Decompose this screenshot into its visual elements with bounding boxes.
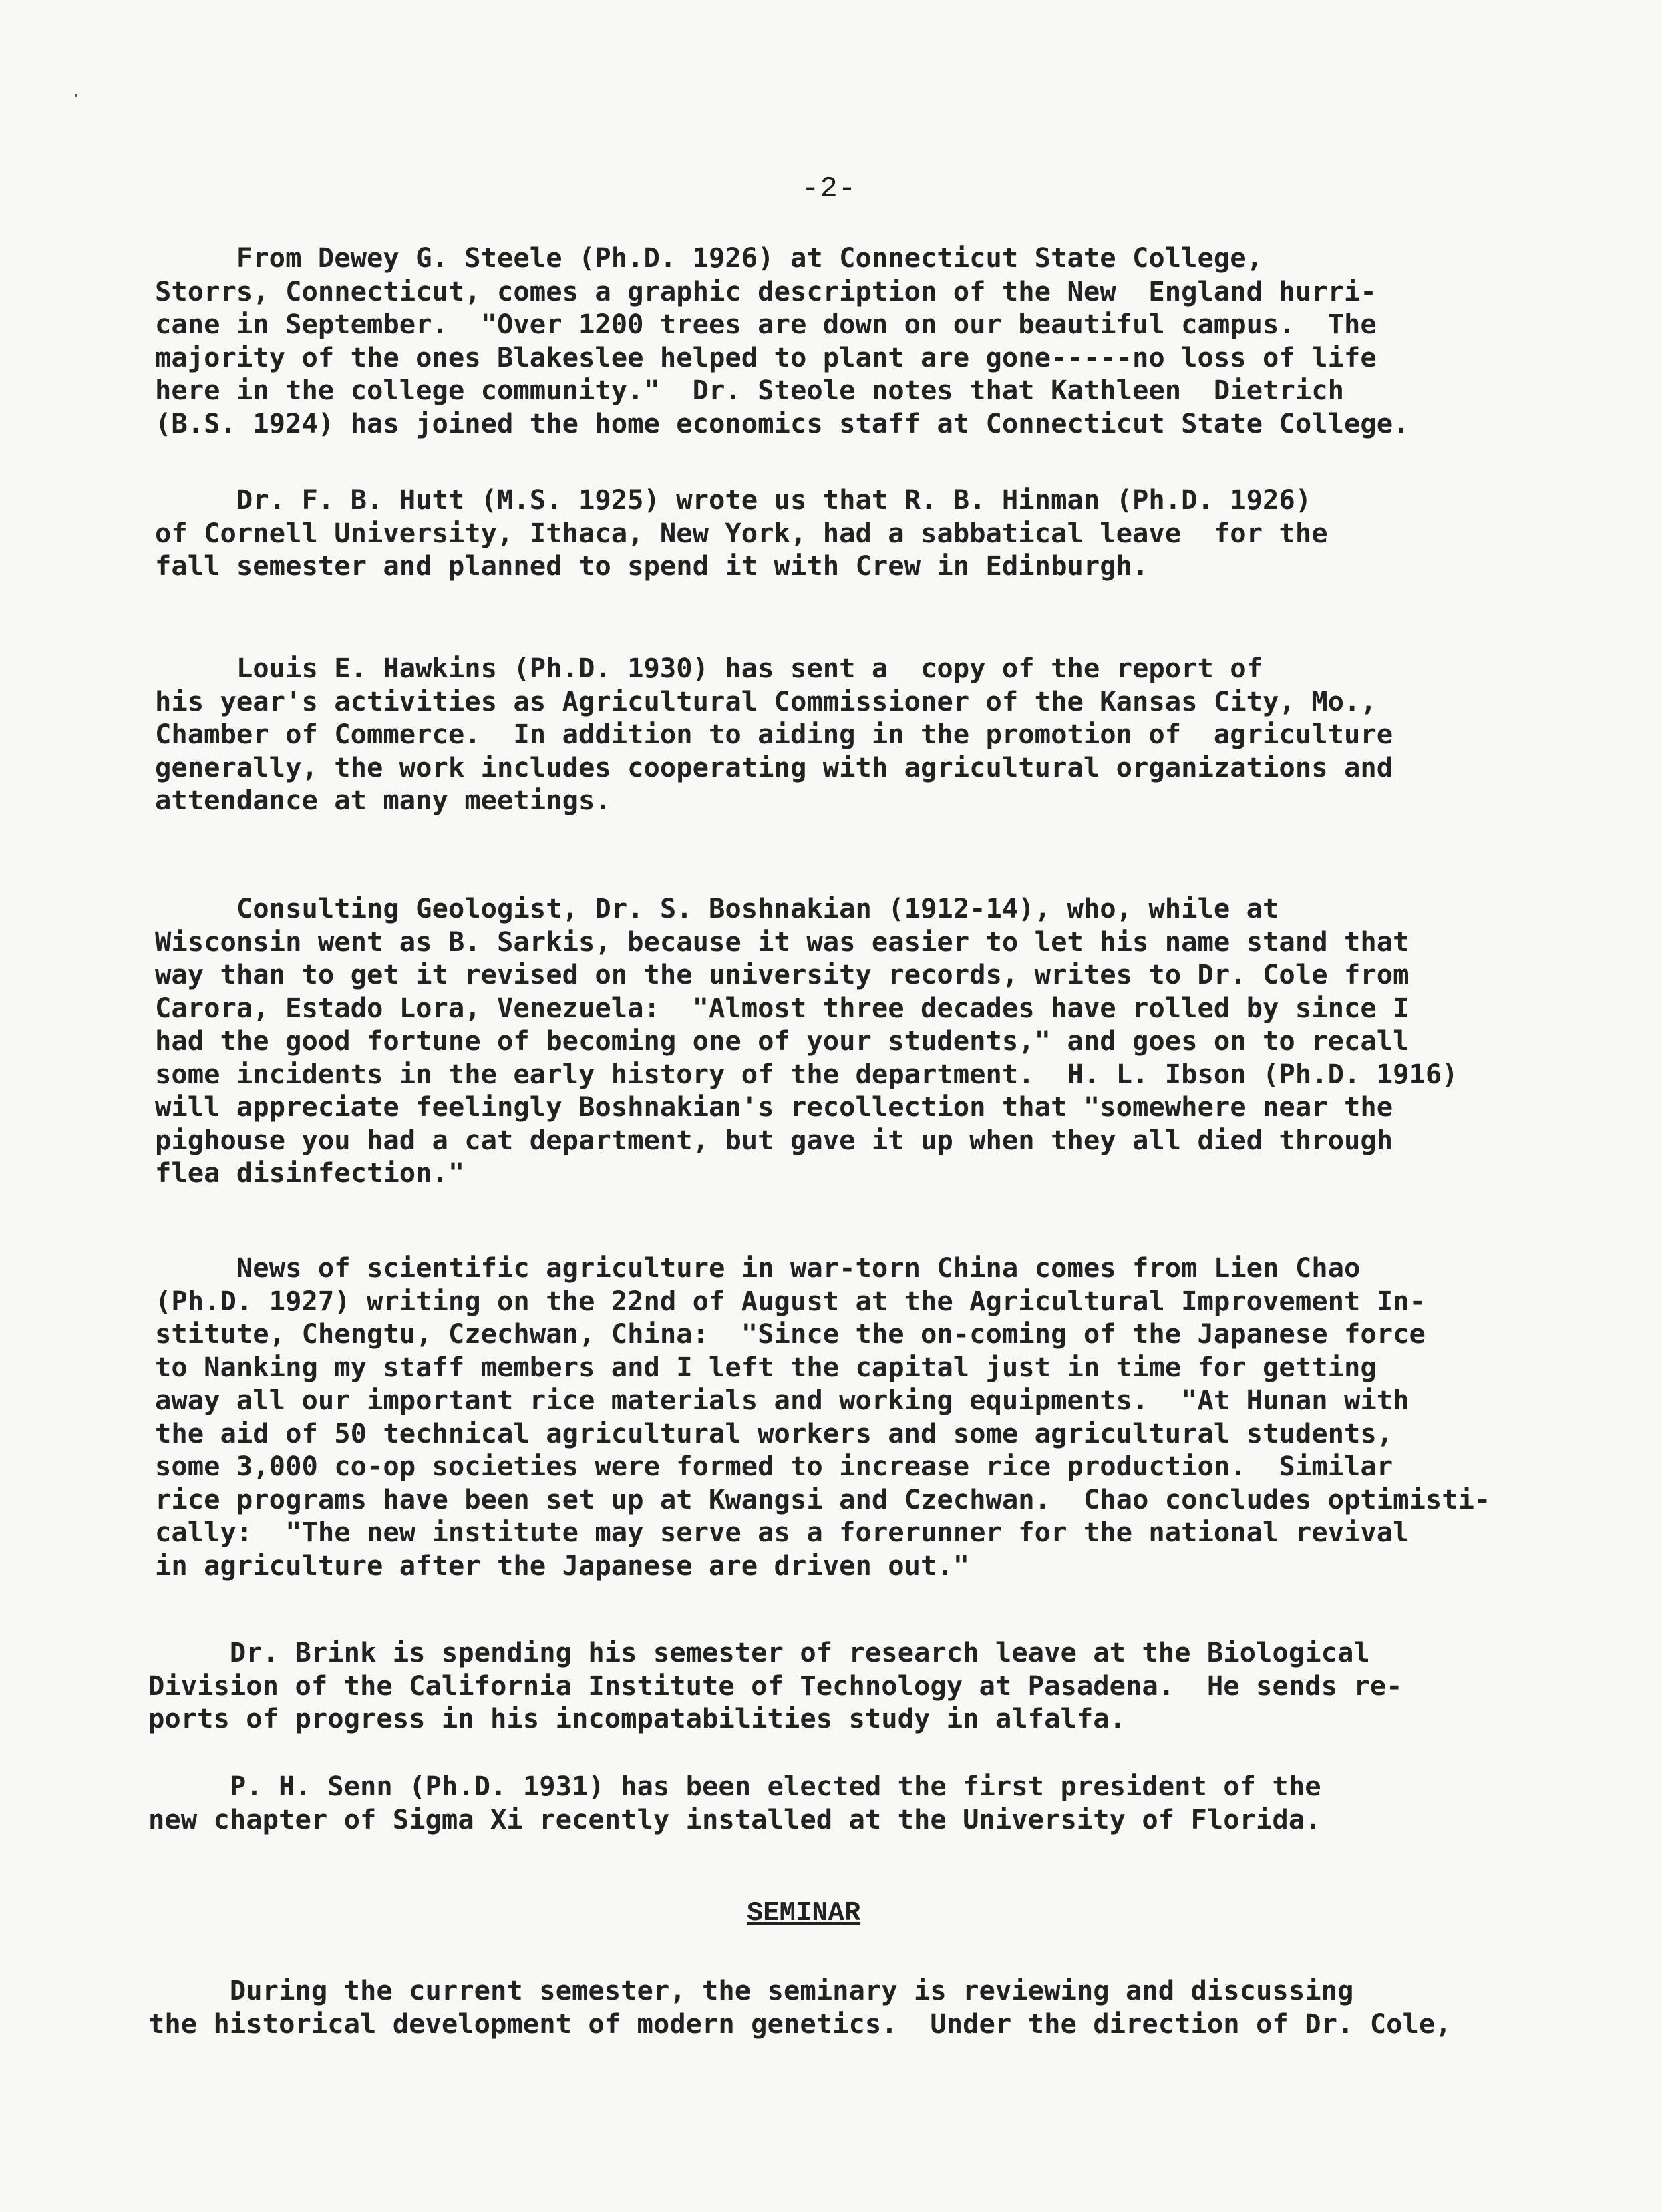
- text-line: new chapter of Sigma Xi recently installed at the University of Florida.: [148, 1803, 1321, 1835]
- text-line: (Ph.D. 1927) writing on the 22nd of August at the Agricultural Improvement In-: [155, 1284, 1426, 1317]
- text-line: Dr. Brink is spending his semester of research leave at the Biological: [148, 1636, 1370, 1668]
- text-line: ports of progress in his incompatabilities study in alfalfa.: [148, 1702, 1126, 1734]
- text-line: (B.S. 1924) has joined the home economics staff at Connecticut State College.: [155, 407, 1409, 439]
- text-line: attendance at many meetings.: [155, 784, 611, 816]
- paragraph-boshnakian: [155, 892, 1458, 1190]
- text-line: Dr. F. B. Hutt (M.S. 1925) wrote us that R. B. Hinman (Ph.D. 1926): [155, 484, 1312, 516]
- text-line: cally: "The new institute may serve as a forerunner for the national revival: [155, 1516, 1409, 1548]
- text-line: the historical development of modern genetics. Under the direction of Dr. Cole,: [148, 2007, 1452, 2040]
- text-line: Division of the California Institute of Technology at Pasadena. He sends re-: [148, 1669, 1403, 1702]
- text-line: cane in September. "Over 1200 trees are down on our beautiful campus. The: [155, 308, 1377, 340]
- text-line: had the good fortune of becoming one of your students," and goes on to recall: [155, 1025, 1409, 1057]
- text-line: pighouse you had a cat department, but gave it up when they all died through: [155, 1123, 1393, 1156]
- paragraph-steele: [155, 242, 1409, 440]
- text-line: Carora, Estado Lora, Venezuela: "Almost three decades have rolled by since I: [155, 991, 1409, 1024]
- text-line: Louis E. Hawkins (Ph.D. 1930) has sent a copy of the report of: [155, 652, 1263, 684]
- text-line: During the current semester, the seminary is reviewing and discussing: [148, 1974, 1354, 2006]
- text-line: News of scientific agriculture in war-torn China comes from Lien Chao: [155, 1252, 1361, 1284]
- text-line: to Nanking my staff members and I left the capital just in time for getting: [155, 1350, 1377, 1383]
- paragraph-seminar: [148, 1974, 1452, 2040]
- paragraph-brink: [148, 1636, 1403, 1736]
- text-line: fall semester and planned to spend it with Crew in Edinburgh.: [155, 550, 1149, 582]
- text-line: rice programs have been set up at Kwangsi and Czechwan. Chao concludes optimisti-: [155, 1483, 1491, 1515]
- paragraph-hutt: [155, 484, 1328, 583]
- text-line: Consulting Geologist, Dr. S. Boshnakian (1912-14), who, while at: [155, 892, 1279, 924]
- text-line: away all our important rice materials and working equipments. "At Hunan with: [155, 1384, 1409, 1416]
- paragraph-senn: [148, 1770, 1321, 1836]
- seminar-heading: SEMINAR: [747, 1898, 861, 1929]
- text-line: flea disinfection.": [155, 1157, 465, 1189]
- text-line: of Cornell University, Ithaca, New York, had a sabbatical leave for the: [155, 516, 1328, 549]
- text-line: P. H. Senn (Ph.D. 1931) has been elected the first president of the: [148, 1770, 1321, 1802]
- paragraph-chao: [155, 1252, 1490, 1582]
- text-line: the aid of 50 technical agricultural workers and some agricultural students,: [155, 1417, 1393, 1449]
- text-line: Wisconsin went as B. Sarkis, because it was easier to let his name stand that: [155, 925, 1409, 958]
- text-line: way than to get it revised on the university records, writes to Dr. Cole from: [155, 958, 1409, 990]
- speck-mark: [75, 94, 77, 97]
- page-number: -2-: [802, 172, 857, 206]
- text-line: his year's activities as Agricultural Commissioner of the Kansas City, Mo.,: [155, 685, 1377, 717]
- text-line: here in the college community." Dr. Steole notes that Kathleen Dietrich: [155, 374, 1344, 406]
- text-line: majority of the ones Blakeslee helped to plant are gone-----no loss of life: [155, 341, 1377, 373]
- text-line: stitute, Chengtu, Czechwan, China: "Since the on-coming of the Japanese force: [155, 1318, 1426, 1350]
- text-line: some incidents in the early history of the department. H. L. Ibson (Ph.D. 1916): [155, 1057, 1458, 1090]
- text-line: generally, the work includes cooperating with agricultural organizations and: [155, 751, 1393, 783]
- paragraph-hawkins: [155, 652, 1393, 817]
- text-line: will appreciate feelingly Boshnakian's recollection that "somewhere near the: [155, 1091, 1393, 1123]
- text-line: From Dewey G. Steele (Ph.D. 1926) at Connecticut State College,: [155, 242, 1263, 274]
- text-line: some 3,000 co-op societies were formed to increase rice production. Similar: [155, 1450, 1393, 1482]
- text-line: Chamber of Commerce. In addition to aiding in the promotion of agriculture: [155, 718, 1393, 750]
- text-line: in agriculture after the Japanese are driven out.": [155, 1549, 970, 1582]
- text-line: Storrs, Connecticut, comes a graphic description of the New England hurri-: [155, 274, 1377, 307]
